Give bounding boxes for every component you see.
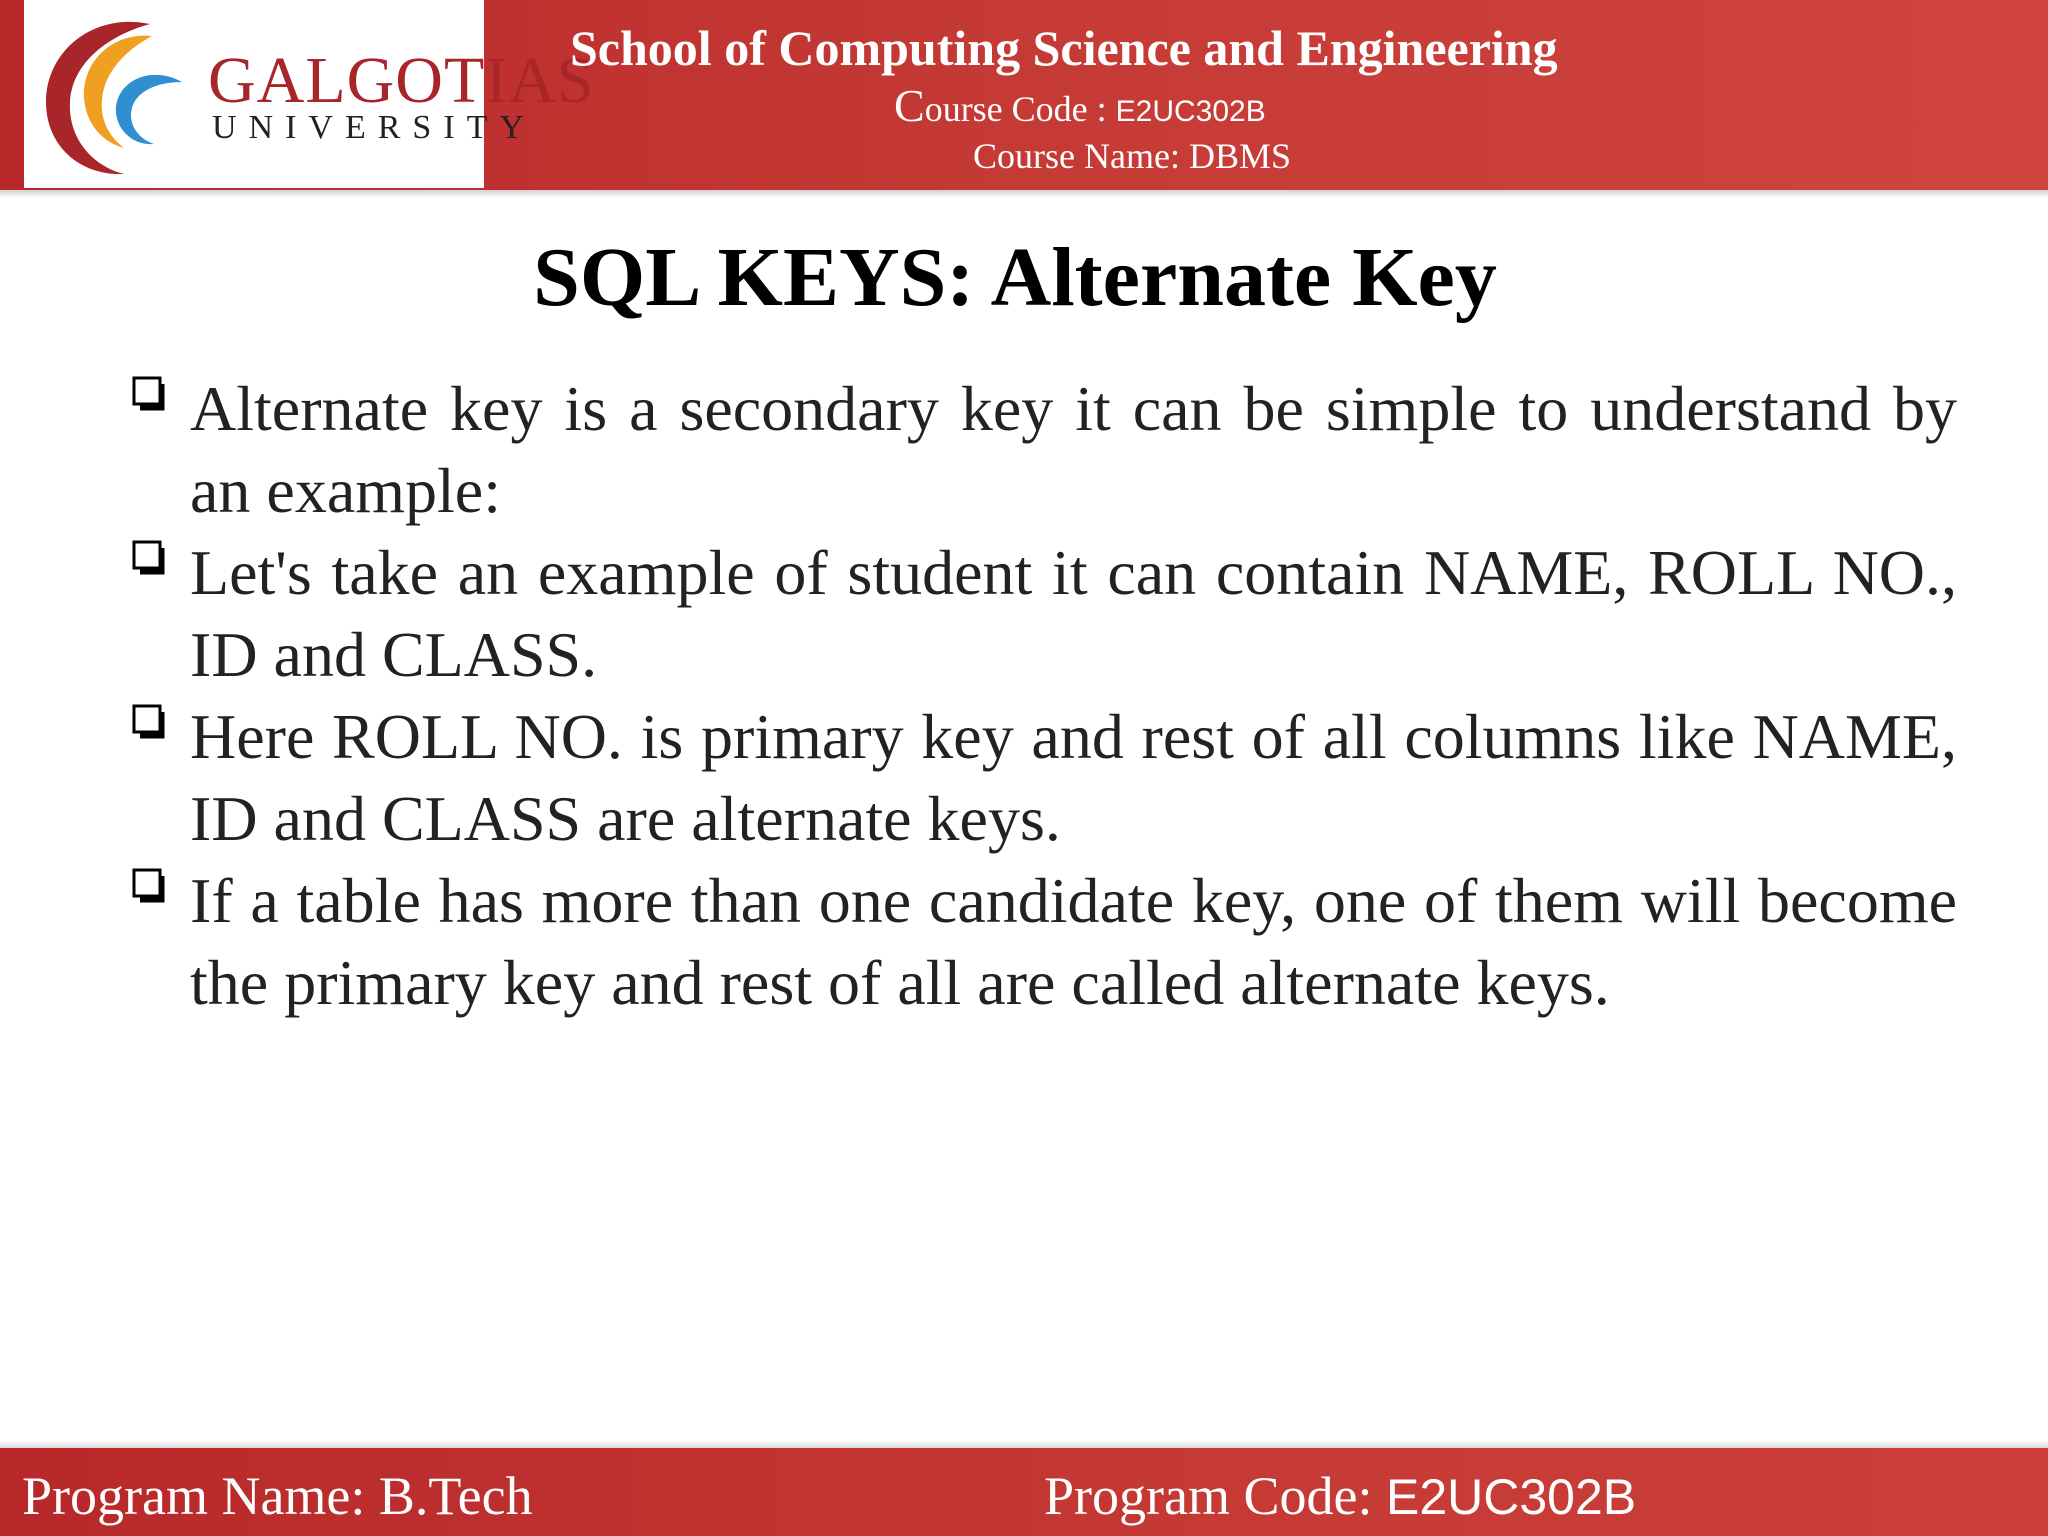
checkbox-bullet-icon — [132, 868, 168, 904]
checkbox-bullet-icon — [132, 376, 168, 412]
slide-title: SQL KEYS: Alternate Key — [533, 231, 1497, 324]
program-code — [1044, 1464, 1636, 1529]
program-name: Program Name: B.Tech — [22, 1466, 533, 1526]
course-name: Course Name: DBMS — [973, 136, 1291, 176]
galgotias-logo-icon — [32, 6, 192, 182]
program-code-label: Program Code: — [1044, 1466, 1386, 1526]
course-code — [894, 82, 1266, 136]
footer-shadow — [0, 1440, 2048, 1448]
bullet-text: Alternate key is a secondary key it can be simple to understand by an example: — [190, 373, 1957, 526]
bullet-text: Let's take an example of student it can contain NAME, ROLL NO., ID and CLASS. — [190, 537, 1957, 690]
bullet-item — [132, 860, 1957, 1024]
program-code-value: E2UC302B — [1385, 1469, 1637, 1525]
logo-subtitle: UNIVERSITY — [212, 109, 536, 146]
bullet-list — [132, 368, 1957, 1024]
course-code-value: E2UC302B — [1115, 95, 1266, 128]
header-shadow — [0, 190, 2048, 198]
bullet-item — [132, 368, 1957, 532]
bullet-text: Here ROLL NO. is primary key and rest of all columns like NAME, ID and CLASS are alternate keys. — [190, 701, 1957, 854]
bullet-item — [132, 696, 1957, 860]
bullet-item — [132, 532, 1957, 696]
checkbox-bullet-icon — [132, 704, 168, 740]
university-logo — [24, 0, 595, 188]
checkbox-bullet-icon — [132, 540, 168, 576]
course-code-label: ourse Code : — [924, 89, 1116, 129]
bullet-text: If a table has more than one candidate key, one of them will become the primary key and rest of all are called alternate keys. — [190, 865, 1957, 1018]
course-code-label-cap: C — [894, 80, 925, 131]
logo-wordmark: GALGOTIAS — [208, 44, 595, 117]
school-name: School of Computing Science and Engineering — [570, 20, 1558, 76]
